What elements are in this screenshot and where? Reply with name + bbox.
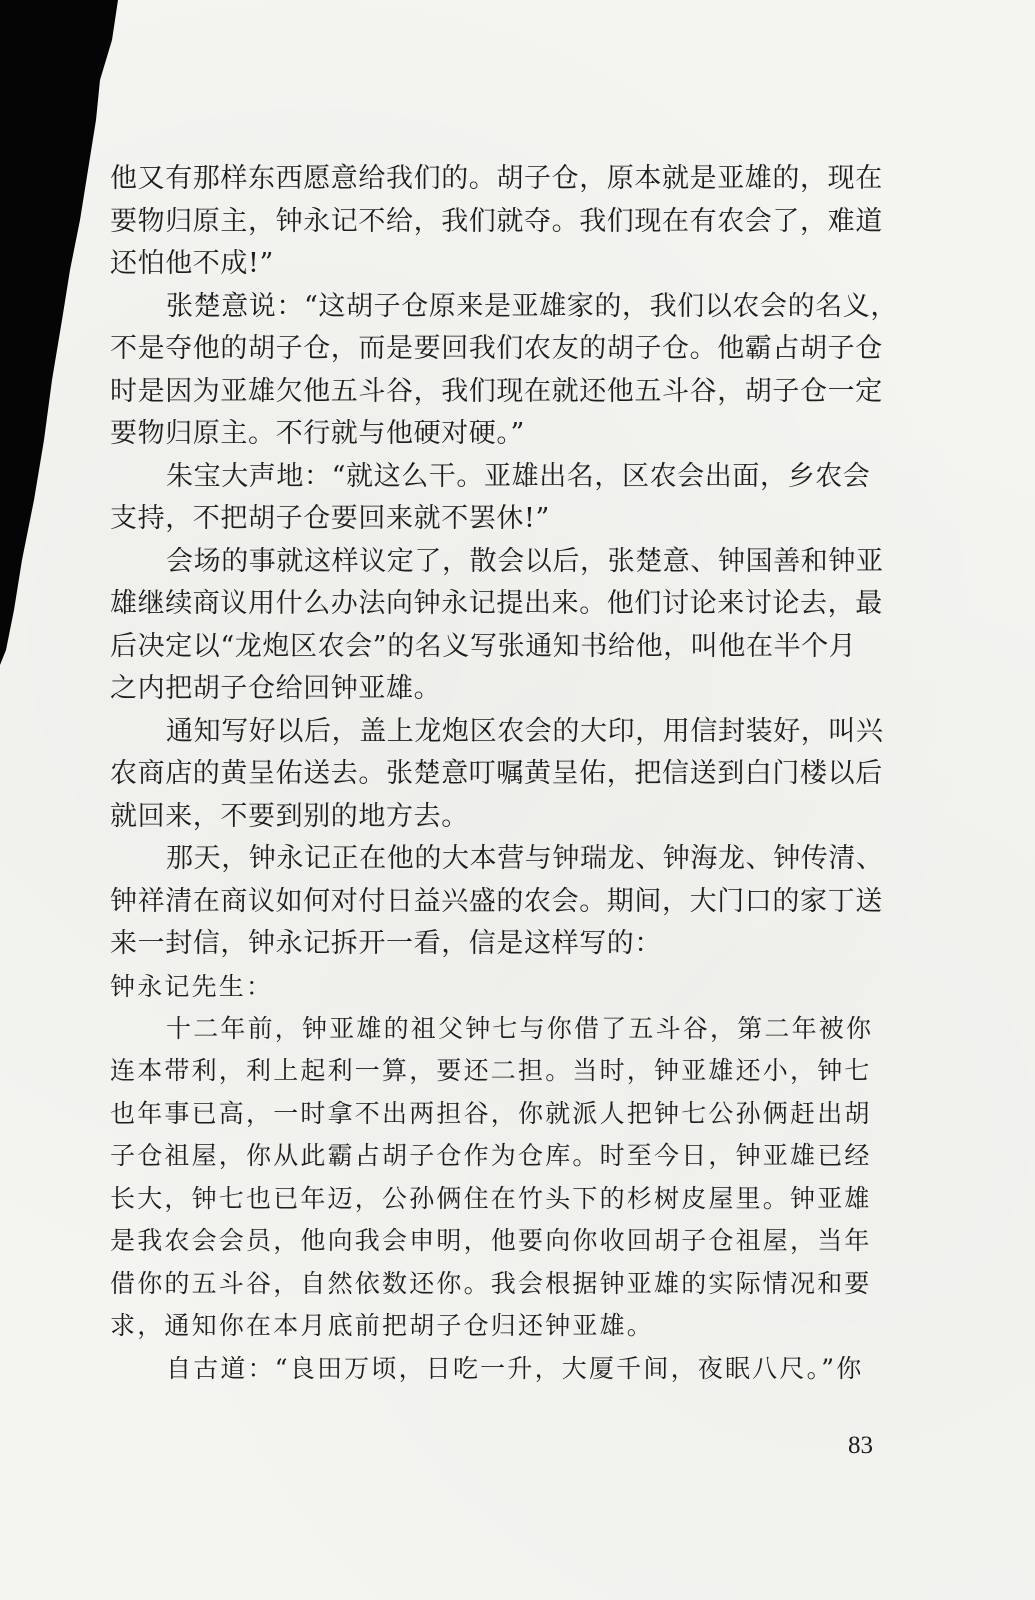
letter-line: 长大，钟七也已年迈，公孙俩住在竹头下的杉树皮屋里。钟亚雄: [110, 1183, 872, 1213]
text-line: 时是因为亚雄欠他五斗谷，我们现在就还他五斗谷，胡子仓一定: [110, 375, 883, 407]
letter-line: 子仓祖屋，你从此霸占胡子仓作为仓库。时至今日，钟亚雄已经: [110, 1141, 872, 1170]
letter-paragraph-start: 自古道：“良田万顷，日吃一升，大厦千间，夜眠八尺。”你: [166, 1353, 864, 1383]
letter-block: [110, 966, 910, 1391]
paragraph-start: 通知写好以后，盖上龙炮区农会的大印，用信封装好，叫兴: [166, 715, 884, 747]
body-text: [110, 158, 910, 1390]
letter-salutation: 钟永记先生：: [110, 971, 274, 1001]
text-line: 还怕他不成!”: [110, 248, 274, 279]
text-line: 不是夺他的胡子仓，而是要回我们农友的胡子仓。他霸占胡子仓: [110, 333, 883, 364]
text-line: 农商店的黄呈佑送去。张楚意叮嘱黄呈佑，把信送到白门楼以后: [110, 758, 883, 789]
letter-line: 连本带利，利上起利一算，要还二担。当时，钟亚雄还小，钟七: [110, 1056, 872, 1085]
letter-line: 是我农会会员，他向我会申明，他要向你收回胡子仓祖屋，当年: [110, 1226, 872, 1255]
letter-line: 求，通知你在本月底前把胡子仓归还钟亚雄。: [110, 1311, 655, 1340]
text-line: 钟祥清在商议如何对付日益兴盛的农会。期间，大门口的家丁送: [110, 885, 883, 917]
text-line: 他又有那样东西愿意给我们的。胡子仓，原本就是亚雄的，现在: [110, 163, 883, 194]
text-line: 雄继续商议用什么办法向钟永记提出来。他们讨论来讨论去，最: [110, 588, 883, 619]
text-line: 要物归原主，钟永记不给，我们就夺。我们现在有农会了，难道: [110, 205, 883, 237]
text-line: 后决定以“龙炮区农会”的名义写张通知书给他，叫他在半个月: [110, 630, 857, 662]
text-line: 来一封信，钟永记拆开一看，信是这样写的：: [110, 928, 662, 959]
letter-line: 借你的五斗谷，自然依数还你。我会根据钟亚雄的实际情况和要: [110, 1268, 872, 1298]
paragraph-start: 朱宝大声地：“就这么干。亚雄出名，区农会出面，乡农会: [166, 460, 871, 492]
text-line: 要物归原主。不行就与他硬对硬。”: [110, 418, 525, 449]
letter-paragraph-start: 十二年前，钟亚雄的祖父钟七与你借了五斗谷，第二年被你: [166, 1013, 874, 1043]
page-number: 83: [848, 1432, 873, 1459]
text-line: 之内把胡子仓给回钟亚雄。: [110, 673, 442, 704]
paragraph-start: 张楚意说：“这胡子仓原来是亚雄家的，我们以农会的名义，: [166, 290, 899, 322]
paragraph-start: 那天，钟永记正在他的大本营与钟瑞龙、钟海龙、钟传清、: [166, 843, 884, 874]
text-line: 就回来，不要到别的地方去。: [110, 800, 469, 832]
letter-line: 也年事已高，一时拿不出两担谷，你就派人把钟七公孙俩赶出胡: [110, 1098, 872, 1128]
paragraph-start: 会场的事就这样议定了，散会以后，张楚意、钟国善和钟亚: [166, 545, 884, 577]
text-line: 支持，不把胡子仓要回来就不罢休!”: [110, 503, 550, 534]
